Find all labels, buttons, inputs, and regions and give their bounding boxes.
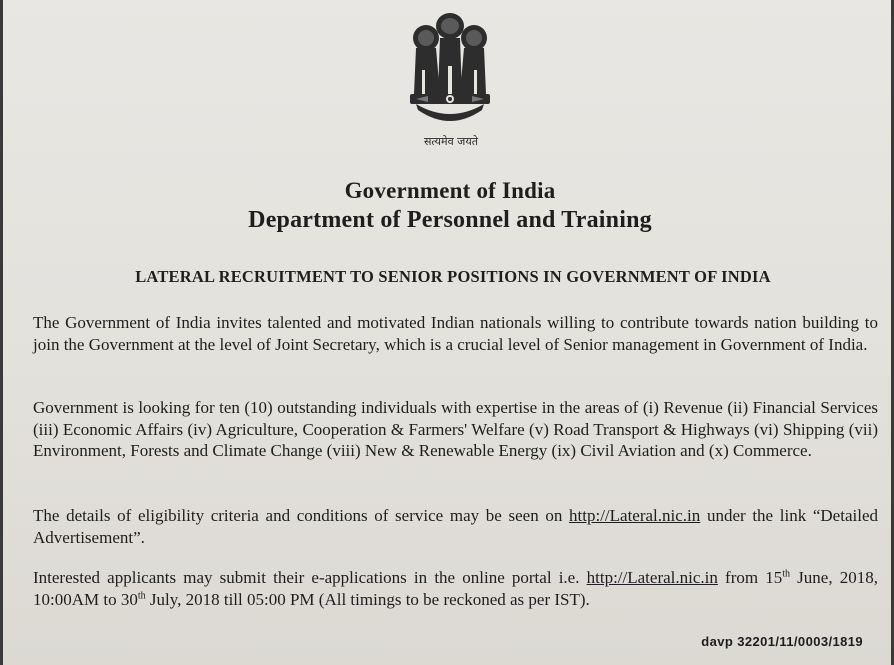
paragraph-areas: Government is looking for ten (10) outstanding individuals with expertise in the areas of (i) Revenue (ii) Financial Services (iii) Economic Affairs (iv) Agriculture, Cooperation & Farmers' Welfare (v) Road Transport & Highways (vi) Shipping (vii) Environment, Forests and Climate Change (viii) New & Renewable Energy (ix) Civil Aviation and (x) Commerce.: [33, 398, 878, 460]
lateral-link[interactable]: http://Lateral.nic.in: [569, 506, 701, 525]
paragraph-text: under the link “Detailed Advertisement”.: [33, 506, 878, 547]
lateral-link[interactable]: http://Lateral.nic.in: [586, 568, 718, 587]
paragraph-text: The details of eligibility criteria and conditions of service may be seen on: [33, 506, 570, 525]
advertisement-heading: LATERAL RECRUITMENT TO SENIOR POSITIONS IN GOVERNMENT OF INDIA: [135, 267, 771, 286]
ordinal-suffix: th: [137, 589, 146, 601]
ordinal-suffix: th: [782, 568, 791, 580]
title-government: Government of India: [344, 178, 556, 203]
paragraph-eligibility: [33, 505, 878, 548]
paragraph-text: Interested applicants may submit their e-applications in the online portal i.e.: [33, 568, 587, 587]
paragraph-invitation: The Government of India invites talented and motivated Indian nationals willing to contribute towards nation building to join the Government at the level of Joint Secretary, which is a crucial level of Senior management in Government of India.: [33, 313, 878, 354]
title-department: Department of Personnel and Training: [248, 207, 652, 233]
davp-code: davp 32201/11/0003/1819: [701, 634, 863, 649]
emblem-motto: सत्यमेव जयते: [423, 135, 478, 148]
paragraph-application: [33, 567, 878, 610]
paragraph-text: July, 2018 till 05:00 PM (All timings to be reckoned as per IST).: [145, 589, 590, 609]
paragraph-text: June, 2018, 10:00AM to 30: [33, 568, 878, 609]
paragraph-text: from 15: [717, 568, 783, 587]
